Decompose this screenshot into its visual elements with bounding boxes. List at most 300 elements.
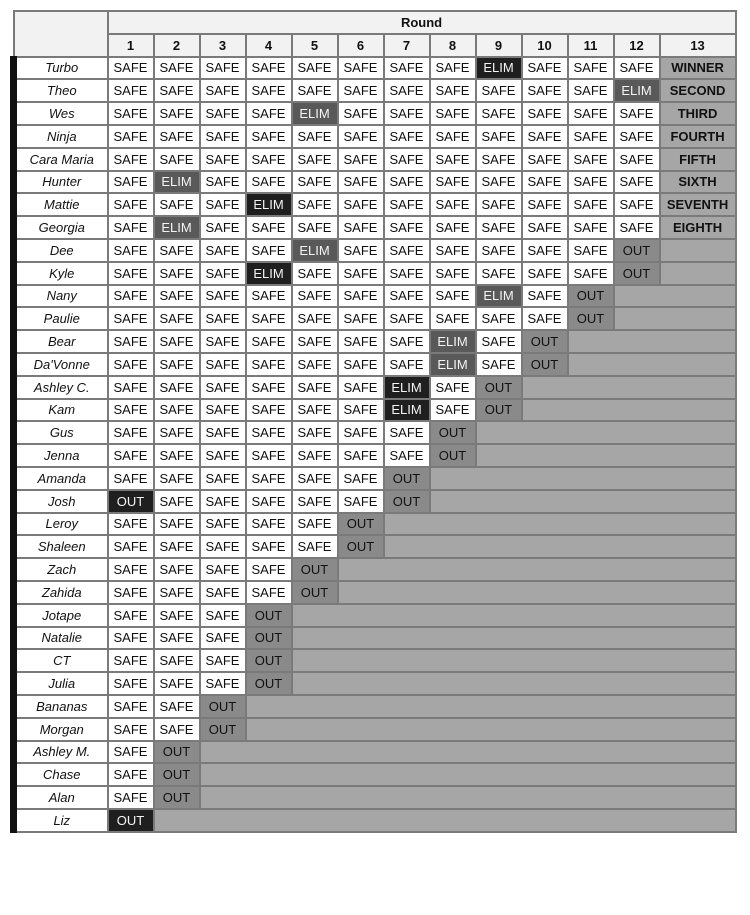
status-cell-safe: SAFE: [568, 79, 614, 102]
status-cell-safe: SAFE: [108, 171, 154, 194]
status-cell-out: OUT: [522, 330, 568, 353]
status-cell-safe: SAFE: [200, 672, 246, 695]
status-cell-safe: SAFE: [522, 57, 568, 80]
status-cell-safe: SAFE: [200, 57, 246, 80]
status-cell-safe: SAFE: [154, 513, 200, 536]
status-cell-safe: SAFE: [246, 307, 292, 330]
empty-filler-cell: [246, 695, 736, 718]
status-cell-out: OUT: [338, 535, 384, 558]
status-cell-safe: SAFE: [292, 193, 338, 216]
status-cell-safe: SAFE: [568, 148, 614, 171]
status-cell-safe: SAFE: [108, 695, 154, 718]
status-cell-safe: SAFE: [108, 672, 154, 695]
status-cell-safe: SAFE: [108, 786, 154, 809]
status-cell-out: OUT: [246, 649, 292, 672]
contestant-name: Josh: [14, 490, 108, 513]
contestant-name: Turbo: [14, 57, 108, 80]
status-cell-safe: SAFE: [154, 376, 200, 399]
contestant-name: Ashley M.: [14, 741, 108, 764]
table-row: [14, 285, 736, 308]
status-cell-safe: SAFE: [154, 718, 200, 741]
status-cell-elim: ELIM: [430, 330, 476, 353]
elimination-table: [10, 10, 737, 833]
contestant-name: Georgia: [14, 216, 108, 239]
table-row: [14, 125, 736, 148]
contestant-name: Wes: [14, 102, 108, 125]
table-row: [14, 581, 736, 604]
table-row: [14, 307, 736, 330]
table-row: [14, 786, 736, 809]
table-row: [14, 421, 736, 444]
status-cell-safe: SAFE: [108, 102, 154, 125]
status-cell-safe: SAFE: [338, 376, 384, 399]
status-cell-elim: ELIM: [246, 262, 292, 285]
empty-filler-cell: [200, 786, 736, 809]
status-cell-safe: SAFE: [154, 148, 200, 171]
round-number-header: 3: [200, 34, 246, 57]
status-cell-safe: SAFE: [108, 79, 154, 102]
corner-cell: [14, 11, 108, 57]
status-cell-safe: SAFE: [200, 467, 246, 490]
status-cell-safe: SAFE: [476, 148, 522, 171]
status-cell-safe: SAFE: [200, 604, 246, 627]
status-cell-safe: SAFE: [338, 444, 384, 467]
status-cell-safe: SAFE: [430, 125, 476, 148]
status-cell-safe: SAFE: [246, 239, 292, 262]
table-row: [14, 262, 736, 285]
status-cell-elim: ELIM: [292, 102, 338, 125]
status-cell-safe: SAFE: [108, 57, 154, 80]
table-row: [14, 376, 736, 399]
status-cell-safe: SAFE: [338, 330, 384, 353]
status-cell-out: OUT: [430, 444, 476, 467]
contestant-name: Zahida: [14, 581, 108, 604]
final-placement: WINNER: [660, 57, 736, 80]
status-cell-safe: SAFE: [292, 421, 338, 444]
final-placement: EIGHTH: [660, 216, 736, 239]
status-cell-safe: SAFE: [108, 216, 154, 239]
status-cell-safe: SAFE: [430, 171, 476, 194]
contestant-name: Bananas: [14, 695, 108, 718]
status-cell-safe: SAFE: [384, 148, 430, 171]
empty-filler-cell: [430, 467, 736, 490]
status-cell-safe: SAFE: [108, 148, 154, 171]
status-cell-safe: SAFE: [246, 102, 292, 125]
status-cell-safe: SAFE: [108, 353, 154, 376]
status-cell-safe: SAFE: [154, 262, 200, 285]
status-cell-out: OUT: [384, 467, 430, 490]
status-cell-safe: SAFE: [384, 216, 430, 239]
status-cell-safe: SAFE: [246, 558, 292, 581]
contestant-name: Theo: [14, 79, 108, 102]
status-cell-safe: SAFE: [568, 125, 614, 148]
empty-filler-cell: [292, 627, 736, 650]
status-cell-safe: SAFE: [108, 421, 154, 444]
table-row: [14, 444, 736, 467]
status-cell-safe: SAFE: [154, 330, 200, 353]
status-cell-safe: SAFE: [200, 353, 246, 376]
status-cell-safe: SAFE: [338, 125, 384, 148]
final-placement: FOURTH: [660, 125, 736, 148]
status-cell-elim: ELIM: [154, 216, 200, 239]
status-cell-safe: SAFE: [108, 763, 154, 786]
empty-filler-cell: [338, 581, 736, 604]
status-cell-safe: SAFE: [200, 102, 246, 125]
status-cell-safe: SAFE: [292, 79, 338, 102]
contestant-name: Shaleen: [14, 535, 108, 558]
status-cell-safe: SAFE: [154, 627, 200, 650]
empty-filler-cell: [384, 535, 736, 558]
contestant-name: Liz: [14, 809, 108, 832]
status-cell-safe: SAFE: [384, 307, 430, 330]
status-cell-safe: SAFE: [200, 171, 246, 194]
status-cell-safe: SAFE: [200, 421, 246, 444]
status-cell-safe: SAFE: [568, 262, 614, 285]
round-number-header: 2: [154, 34, 200, 57]
status-cell-safe: SAFE: [246, 148, 292, 171]
status-cell-safe: SAFE: [200, 627, 246, 650]
round-number-header: 5: [292, 34, 338, 57]
status-cell-out: OUT: [200, 718, 246, 741]
status-cell-safe: SAFE: [292, 285, 338, 308]
table-row: [14, 330, 736, 353]
table-row: [14, 718, 736, 741]
empty-filler-cell: [522, 376, 736, 399]
status-cell-safe: SAFE: [522, 216, 568, 239]
status-cell-safe: SAFE: [384, 444, 430, 467]
status-cell-safe: SAFE: [384, 57, 430, 80]
table-row: [14, 809, 736, 832]
final-placement: SECOND: [660, 79, 736, 102]
table-row: [14, 490, 736, 513]
status-cell-safe: SAFE: [246, 444, 292, 467]
status-cell-safe: SAFE: [200, 581, 246, 604]
status-cell-safe: SAFE: [154, 672, 200, 695]
empty-filler-cell: [522, 399, 736, 422]
status-cell-safe: SAFE: [108, 444, 154, 467]
status-cell-safe: SAFE: [522, 171, 568, 194]
header-row-numbers: [14, 34, 736, 57]
status-cell-safe: SAFE: [246, 57, 292, 80]
status-cell-safe: SAFE: [200, 535, 246, 558]
contestant-name: Morgan: [14, 718, 108, 741]
status-cell-safe: SAFE: [200, 285, 246, 308]
status-cell-elim: ELIM: [384, 399, 430, 422]
status-cell-safe: SAFE: [108, 285, 154, 308]
status-cell-safe: SAFE: [108, 535, 154, 558]
status-cell-out: OUT: [476, 376, 522, 399]
status-cell-safe: SAFE: [384, 102, 430, 125]
status-cell-safe: SAFE: [200, 558, 246, 581]
empty-filler-cell: [476, 444, 736, 467]
status-cell-safe: SAFE: [384, 79, 430, 102]
status-cell-out: OUT: [292, 581, 338, 604]
table-row: [14, 627, 736, 650]
status-cell-safe: SAFE: [154, 535, 200, 558]
status-cell-safe: SAFE: [430, 148, 476, 171]
status-cell-safe: SAFE: [108, 558, 154, 581]
table-row: [14, 399, 736, 422]
table-row: [14, 741, 736, 764]
status-cell-safe: SAFE: [292, 467, 338, 490]
status-cell-safe: SAFE: [154, 604, 200, 627]
contestant-name: Cara Maria: [14, 148, 108, 171]
contestant-name: Chase: [14, 763, 108, 786]
status-cell-safe: SAFE: [200, 376, 246, 399]
status-cell-safe: SAFE: [246, 216, 292, 239]
table-row: [14, 695, 736, 718]
contestant-name: CT: [14, 649, 108, 672]
status-cell-out: OUT: [154, 763, 200, 786]
status-cell-safe: SAFE: [200, 216, 246, 239]
round-number-header: 9: [476, 34, 522, 57]
status-cell-safe: SAFE: [338, 171, 384, 194]
status-cell-out: OUT: [476, 399, 522, 422]
status-cell-safe: SAFE: [292, 262, 338, 285]
empty-filler-cell: [200, 741, 736, 764]
status-cell-safe: SAFE: [384, 285, 430, 308]
status-cell-safe: SAFE: [338, 57, 384, 80]
status-cell-safe: SAFE: [338, 148, 384, 171]
status-cell-safe: SAFE: [522, 79, 568, 102]
empty-filler-cell: [338, 558, 736, 581]
status-cell-safe: SAFE: [338, 467, 384, 490]
status-cell-safe: SAFE: [108, 513, 154, 536]
status-cell-safe: SAFE: [246, 421, 292, 444]
status-cell-safe: SAFE: [568, 193, 614, 216]
status-cell-out: OUT: [338, 513, 384, 536]
round-number-header: 11: [568, 34, 614, 57]
status-cell-safe: SAFE: [338, 307, 384, 330]
status-cell-safe: SAFE: [108, 239, 154, 262]
status-cell-safe: SAFE: [384, 353, 430, 376]
status-cell-safe: SAFE: [200, 490, 246, 513]
status-cell-safe: SAFE: [292, 57, 338, 80]
empty-filler-cell: [292, 604, 736, 627]
status-cell-elim: ELIM: [292, 239, 338, 262]
status-cell-safe: SAFE: [246, 581, 292, 604]
status-cell-safe: SAFE: [108, 604, 154, 627]
status-cell-safe: SAFE: [522, 285, 568, 308]
status-cell-safe: SAFE: [200, 649, 246, 672]
status-cell-safe: SAFE: [568, 171, 614, 194]
table-row: [14, 239, 736, 262]
empty-filler-cell: [292, 649, 736, 672]
contestant-name: Kam: [14, 399, 108, 422]
status-cell-safe: SAFE: [384, 125, 430, 148]
status-cell-elim: ELIM: [476, 285, 522, 308]
status-cell-safe: SAFE: [108, 718, 154, 741]
status-cell-safe: SAFE: [338, 490, 384, 513]
status-cell-safe: SAFE: [384, 330, 430, 353]
status-cell-safe: SAFE: [338, 262, 384, 285]
status-cell-safe: SAFE: [430, 239, 476, 262]
status-cell-safe: SAFE: [246, 513, 292, 536]
status-cell-safe: SAFE: [430, 399, 476, 422]
status-cell-safe: SAFE: [200, 330, 246, 353]
status-cell-safe: SAFE: [200, 262, 246, 285]
status-cell-safe: SAFE: [522, 125, 568, 148]
final-placement: THIRD: [660, 102, 736, 125]
status-cell-out: OUT: [154, 786, 200, 809]
contestant-name: Amanda: [14, 467, 108, 490]
round-number-header: 6: [338, 34, 384, 57]
status-cell-safe: SAFE: [292, 148, 338, 171]
status-cell-safe: SAFE: [200, 307, 246, 330]
contestant-name: Nany: [14, 285, 108, 308]
status-cell-out: OUT: [108, 490, 154, 513]
status-cell-safe: SAFE: [614, 216, 660, 239]
status-cell-safe: SAFE: [476, 307, 522, 330]
status-cell-safe: SAFE: [246, 490, 292, 513]
status-cell-safe: SAFE: [476, 353, 522, 376]
contestant-name: Zach: [14, 558, 108, 581]
status-cell-safe: SAFE: [246, 125, 292, 148]
empty-filler-cell: [476, 421, 736, 444]
status-cell-safe: SAFE: [338, 353, 384, 376]
final-placement: FIFTH: [660, 148, 736, 171]
round-number-header: 10: [522, 34, 568, 57]
status-cell-safe: SAFE: [108, 193, 154, 216]
status-cell-safe: SAFE: [476, 216, 522, 239]
status-cell-safe: SAFE: [476, 79, 522, 102]
status-cell-safe: SAFE: [292, 399, 338, 422]
status-cell-safe: SAFE: [614, 102, 660, 125]
empty-filler-cell: [430, 490, 736, 513]
contestant-name: Paulie: [14, 307, 108, 330]
status-cell-out: OUT: [292, 558, 338, 581]
empty-filler-cell: [660, 262, 736, 285]
status-cell-safe: SAFE: [108, 649, 154, 672]
status-cell-safe: SAFE: [476, 171, 522, 194]
status-cell-elim: ELIM: [384, 376, 430, 399]
status-cell-safe: SAFE: [522, 193, 568, 216]
empty-filler-cell: [614, 307, 736, 330]
empty-filler-cell: [568, 330, 736, 353]
table-row: [14, 353, 736, 376]
status-cell-elim: ELIM: [476, 57, 522, 80]
status-cell-safe: SAFE: [522, 102, 568, 125]
status-cell-out: OUT: [200, 695, 246, 718]
status-cell-safe: SAFE: [154, 490, 200, 513]
status-cell-safe: SAFE: [384, 262, 430, 285]
status-cell-out: OUT: [154, 741, 200, 764]
status-cell-safe: SAFE: [154, 79, 200, 102]
status-cell-safe: SAFE: [568, 57, 614, 80]
status-cell-safe: SAFE: [338, 285, 384, 308]
status-cell-safe: SAFE: [154, 421, 200, 444]
round-number-header: 12: [614, 34, 660, 57]
status-cell-safe: SAFE: [292, 307, 338, 330]
status-cell-out: OUT: [614, 239, 660, 262]
status-cell-out: OUT: [108, 809, 154, 832]
status-cell-safe: SAFE: [108, 125, 154, 148]
status-cell-safe: SAFE: [200, 193, 246, 216]
status-cell-safe: SAFE: [568, 216, 614, 239]
status-cell-safe: SAFE: [154, 125, 200, 148]
status-cell-safe: SAFE: [614, 193, 660, 216]
status-cell-safe: SAFE: [338, 399, 384, 422]
round-number-header: 8: [430, 34, 476, 57]
contestant-name: Ninja: [14, 125, 108, 148]
status-cell-safe: SAFE: [338, 216, 384, 239]
status-cell-safe: SAFE: [292, 353, 338, 376]
status-cell-safe: SAFE: [476, 125, 522, 148]
status-cell-out: OUT: [246, 627, 292, 650]
status-cell-safe: SAFE: [522, 262, 568, 285]
status-cell-safe: SAFE: [476, 239, 522, 262]
table-row: [14, 193, 736, 216]
final-placement: SEVENTH: [660, 193, 736, 216]
status-cell-safe: SAFE: [154, 307, 200, 330]
contestant-name: Gus: [14, 421, 108, 444]
contestant-name: Mattie: [14, 193, 108, 216]
empty-filler-cell: [614, 285, 736, 308]
header-row-round: [14, 11, 736, 34]
status-cell-elim: ELIM: [614, 79, 660, 102]
table-row: [14, 102, 736, 125]
status-cell-safe: SAFE: [614, 148, 660, 171]
status-cell-safe: SAFE: [200, 444, 246, 467]
empty-filler-cell: [568, 353, 736, 376]
status-cell-safe: SAFE: [200, 239, 246, 262]
status-cell-safe: SAFE: [154, 285, 200, 308]
round-label: Round: [108, 11, 736, 34]
contestant-name: Julia: [14, 672, 108, 695]
status-cell-safe: SAFE: [108, 581, 154, 604]
empty-filler-cell: [154, 809, 736, 832]
round-number-header: 1: [108, 34, 154, 57]
status-cell-elim: ELIM: [154, 171, 200, 194]
contestant-name: Leroy: [14, 513, 108, 536]
status-cell-safe: SAFE: [154, 399, 200, 422]
status-cell-safe: SAFE: [154, 102, 200, 125]
empty-filler-cell: [660, 239, 736, 262]
status-cell-safe: SAFE: [292, 330, 338, 353]
table-row: [14, 57, 736, 80]
status-cell-safe: SAFE: [614, 171, 660, 194]
status-cell-safe: SAFE: [108, 307, 154, 330]
contestant-name: Kyle: [14, 262, 108, 285]
status-cell-elim: ELIM: [430, 353, 476, 376]
status-cell-safe: SAFE: [108, 741, 154, 764]
status-cell-safe: SAFE: [476, 102, 522, 125]
status-cell-out: OUT: [246, 672, 292, 695]
status-cell-safe: SAFE: [292, 125, 338, 148]
status-cell-safe: SAFE: [200, 125, 246, 148]
table-row: [14, 171, 736, 194]
status-cell-safe: SAFE: [430, 102, 476, 125]
status-cell-out: OUT: [568, 307, 614, 330]
empty-filler-cell: [246, 718, 736, 741]
status-cell-safe: SAFE: [476, 262, 522, 285]
contestant-name: Hunter: [14, 171, 108, 194]
status-cell-out: OUT: [614, 262, 660, 285]
status-cell-safe: SAFE: [522, 239, 568, 262]
empty-filler-cell: [384, 513, 736, 536]
status-cell-safe: SAFE: [246, 467, 292, 490]
table-row: [14, 513, 736, 536]
status-cell-safe: SAFE: [108, 376, 154, 399]
status-cell-safe: SAFE: [154, 193, 200, 216]
status-cell-safe: SAFE: [430, 57, 476, 80]
status-cell-out: OUT: [568, 285, 614, 308]
contestant-name: Natalie: [14, 627, 108, 650]
status-cell-safe: SAFE: [108, 627, 154, 650]
status-cell-safe: SAFE: [154, 695, 200, 718]
status-cell-out: OUT: [384, 490, 430, 513]
status-cell-safe: SAFE: [154, 467, 200, 490]
